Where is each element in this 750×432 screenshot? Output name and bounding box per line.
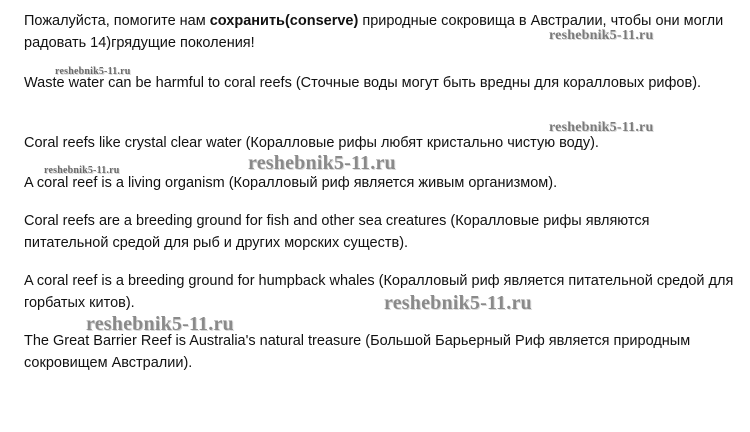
intro-text-before: Пожалуйста, помогите нам [24, 13, 210, 29]
sentence-breeding-fish: Coral reefs are a breeding ground for fish and other sea creatures (Коралловые рифы являются питательной средой для рыб и других морских существ). [24, 213, 650, 251]
watermark: reshebnik5-11.ru [384, 292, 532, 314]
intro-text-after: природные сокровища в Австралии, чтобы они могли радовать 14)грядущие поколения! [24, 13, 724, 51]
sentence-humpback-whales: A coral reef is a breeding ground for humpback whales (Коралловый риф является питательной средой для горбатых китов). [24, 273, 734, 311]
sentence-living-organism: A coral reef is a living organism (Коралловый риф является живым организмом). [24, 175, 558, 191]
watermark: reshebnik5-11.ru [248, 152, 396, 174]
watermark: reshebnik5-11.ru [44, 165, 120, 176]
watermark: reshebnik5-11.ru [549, 120, 654, 135]
watermark: reshebnik5-11.ru [549, 28, 654, 43]
intro-bold-phrase: сохранить(conserve) [209, 13, 359, 29]
watermark: reshebnik5-11.ru [86, 313, 234, 335]
watermark: reshebnik5-11.ru [55, 66, 131, 77]
sentence-waste-water: Waste water can be harmful to coral reefs (Сточные воды могут быть вредны для коралловых рифов). [24, 75, 702, 91]
sentence-great-barrier-reef: The Great Barrier Reef is Australia's natural treasure (Большой Барьерный Риф является природным сокровищем Австралии). [24, 333, 691, 371]
sentence-clear-water: Coral reefs like crystal clear water (Коралловые рифы любят кристально чистую воду). [24, 135, 599, 151]
